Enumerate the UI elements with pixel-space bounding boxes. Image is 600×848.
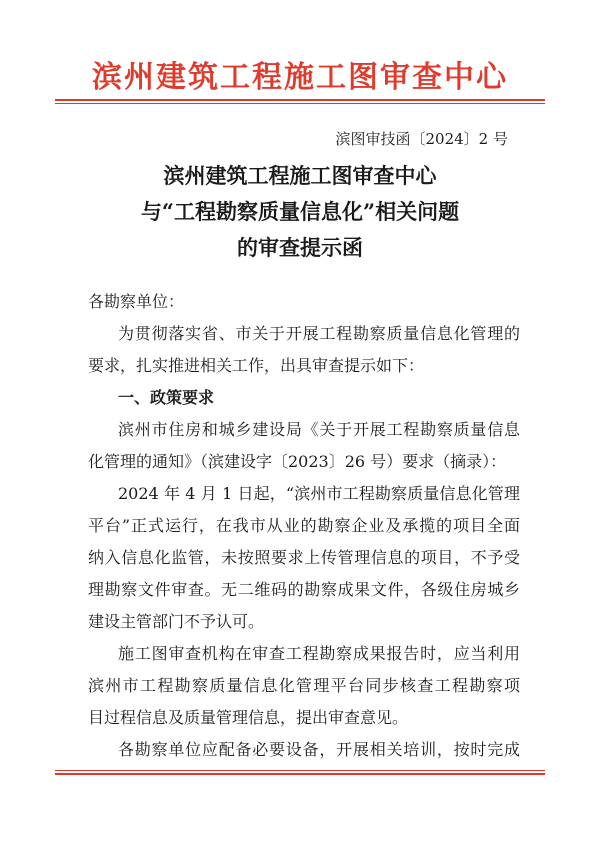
body-line-13: 目过程信息及质量管理信息，提出审查意见。 [88, 708, 409, 727]
footer-rule [55, 770, 545, 775]
section-heading-policy: 一、政策要求 [118, 388, 215, 407]
title-line-1: 滨州建筑工程施工图审查中心 [163, 163, 437, 188]
body-line-5: 化管理的通知》（滨建设字〔2023〕26 号）要求（摘录）： [88, 452, 507, 471]
letterhead-org-name: 滨州建筑工程施工图审查中心 [92, 60, 508, 95]
salutation: 各勘察单位： [88, 292, 185, 311]
body-line-4: 滨州市住房和城乡建设局《关于开展工程勘察质量信息 [118, 420, 520, 439]
document-number: 滨图审技函〔2024〕2 号 [335, 130, 508, 148]
body-line-12: 滨州市工程勘察质量信息化管理平台同步核查工程勘察项 [88, 676, 520, 695]
title-line-2: 与“工程勘察质量信息化”相关问题 [140, 199, 460, 224]
body-line-9: 理勘察文件审查。无二维码的勘察成果文件，各级住房城乡 [88, 580, 520, 599]
header-rule [55, 99, 545, 104]
body-line-14: 各勘察单位应配备必要设备，开展相关培训，按时完成 [118, 740, 520, 759]
body-line-6: 2024 年 4 月 1 日起，“滨州市工程勘察质量信息化管理 [118, 484, 520, 503]
body-line-2: 要求，扎实推进相关工作，出具审查提示如下： [88, 356, 425, 375]
body-line-11: 施工图审查机构在审查工程勘察成果报告时，应当利用 [118, 644, 520, 663]
body-line-10: 建设主管部门不予认可。 [88, 612, 265, 631]
title-line-3: 的审查提示函 [237, 235, 363, 260]
body-line-1: 为贯彻落实省、市关于开展工程勘察质量信息化管理的 [118, 324, 520, 343]
body-line-7: 平台”正式运行，在我市从业的勘察企业及承揽的项目全面 [88, 516, 520, 535]
body-line-8: 纳入信息化监管，未按照要求上传管理信息的项目，不予受 [88, 548, 520, 567]
